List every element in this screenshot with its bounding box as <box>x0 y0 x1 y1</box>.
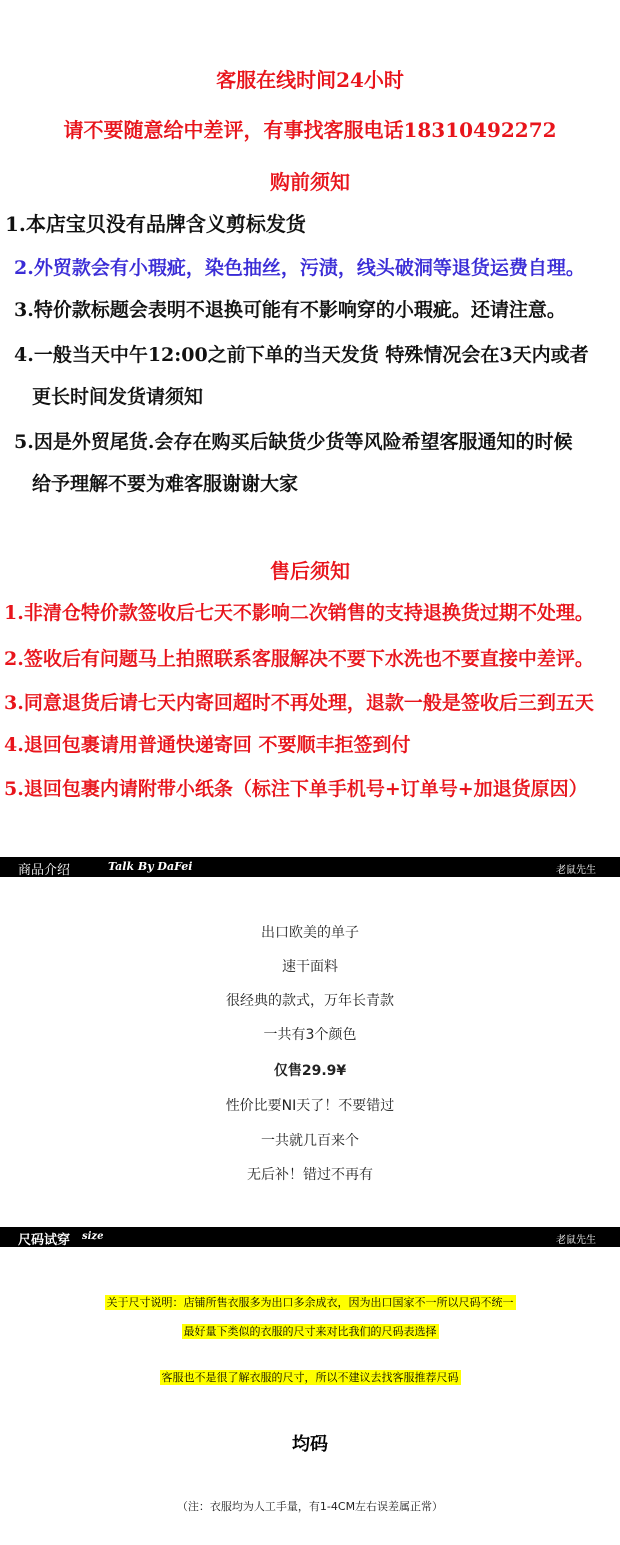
after-sale-title: 售后须知 <box>270 559 350 583</box>
pre-purchase-item-3: 3.特价款标题会表明不退换可能有不影响穿的小瑕疵。还请注意。 <box>14 299 566 321</box>
brand-label: 老鼠先生 <box>556 865 596 876</box>
after-sale-item-3: 3.同意退货后请七天内寄回超时不再处理，退款一般是签收后三到五天 <box>4 692 594 714</box>
after-sale-item-4: 4.退回包裹请用普通快递寄回 不要顺丰拒签到付 <box>4 734 411 756</box>
product-intro-title: 商品介绍 <box>18 863 71 878</box>
no-bad-review-notice: 请不要随意给中差评，有事找客服电话18310492272 <box>63 118 557 142</box>
product-line-7: 一共就几百来个 <box>261 1133 359 1149</box>
size-note-1-wrap <box>0 1291 620 1310</box>
product-line-4: 一共有3个颜色 <box>263 1027 357 1043</box>
after-sale-item-2: 2.签收后有问题马上拍照联系客服解决不要下水洗也不要直接中差评。 <box>4 648 594 670</box>
size-value: 均码 <box>292 1434 328 1455</box>
size-title: 尺码试穿 <box>18 1233 71 1248</box>
product-line-2: 速干面料 <box>282 959 338 975</box>
after-sale-item-5: 5.退回包裹内请附带小纸条（标注下单手机号+订单号+加退货原因） <box>4 778 588 800</box>
pre-purchase-title: 购前须知 <box>270 170 350 194</box>
size-bar <box>0 1227 620 1247</box>
product-line-6: 性价比要NI天了！不要错过 <box>225 1098 395 1114</box>
product-intro-subtitle: Talk By DaFei <box>108 860 193 873</box>
size-note-1: 关于尺寸说明：店铺所售衣服多为出口多余成衣，因为出口国家不一所以尺码不统一 <box>106 1296 514 1309</box>
size-subtitle: size <box>82 1231 104 1242</box>
product-line-1: 出口欧美的单子 <box>261 925 359 941</box>
size-brand-label: 老鼠先生 <box>556 1235 596 1246</box>
size-footnote: （注：衣服均为人工手量，有1-4CM左右误差属正常） <box>176 1500 444 1513</box>
size-note-2-wrap <box>0 1320 620 1339</box>
size-note-2: 最好量下类似的衣服的尺寸来对比我们的尺码表选择 <box>183 1325 437 1338</box>
after-sale-item-1: 1.非清仓特价款签收后七天不影响二次销售的支持退换货过期不处理。 <box>4 602 594 624</box>
online-hours: 客服在线时间24小时 <box>216 68 404 92</box>
pre-purchase-item-4: 4.一般当天中午12:00之前下单的当天发货 特殊情况会在3天内或者 <box>14 344 589 366</box>
product-line-3: 很经典的款式，万年长青款 <box>226 993 394 1009</box>
size-note-3-wrap <box>0 1366 620 1385</box>
product-intro-bar <box>0 857 620 877</box>
product-line-8: 无后补！错过不再有 <box>247 1167 373 1183</box>
pre-purchase-item-2: 2.外贸款会有小瑕疵，染色抽丝，污渍，线头破洞等退货运费自理。 <box>14 257 585 279</box>
pre-purchase-item-5: 5.因是外贸尾货.会存在购买后缺货少货等风险希望客服通知的时候 <box>14 431 573 453</box>
size-note-3: 客服也不是很了解衣服的尺寸，所以不建议去找客服推荐尺码 <box>161 1371 459 1384</box>
product-price: 仅售29.9¥ <box>273 1063 347 1079</box>
pre-purchase-item-5-cont: 给予理解不要为难客服谢谢大家 <box>32 473 299 495</box>
pre-purchase-item-4-cont: 更长时间发货请须知 <box>32 386 204 408</box>
pre-purchase-item-1: 1.本店宝贝没有品牌含义剪标发货 <box>5 212 306 236</box>
